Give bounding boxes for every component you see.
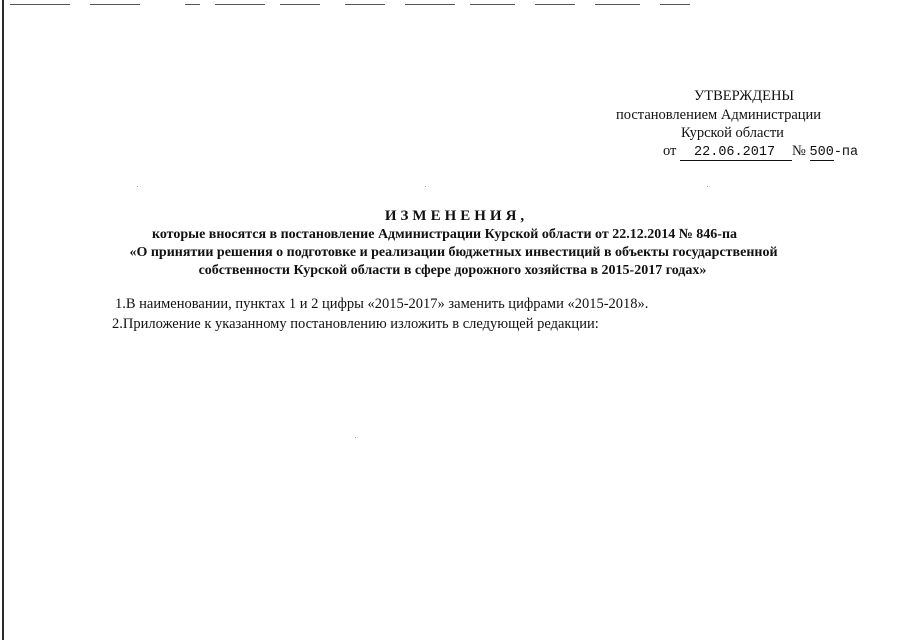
approval-region-line: Курской области xyxy=(681,125,784,141)
approval-date-prefix: от xyxy=(663,143,677,159)
approval-date: 22.06.2017 xyxy=(680,146,792,161)
paragraph-1: 1.В наименовании, пунктах 1 и 2 цифры «2015-2017» заменить цифрами «2015-2018». xyxy=(115,296,649,312)
document-subtitle-line-1: которые вносятся в постановление Администрации Курской области от 22.12.2014 № 846-па xyxy=(151,227,738,242)
document-subtitle-line-3: собственности Курской области в сфере дорожного хозяйства в 2015-2017 годах» xyxy=(198,263,707,278)
scan-top-mark xyxy=(660,4,690,5)
scan-top-mark xyxy=(280,4,320,5)
scan-top-mark xyxy=(185,4,200,5)
approval-date-row xyxy=(663,144,858,161)
approval-number-suffix: -па xyxy=(833,145,859,160)
scan-top-mark xyxy=(215,4,265,5)
scan-top-mark xyxy=(595,4,640,5)
scan-speck xyxy=(707,186,708,187)
scan-top-mark xyxy=(90,4,140,5)
scan-speck xyxy=(425,186,426,187)
scan-speck xyxy=(137,186,138,187)
document-title: ИЗМЕНЕНИЯ, xyxy=(384,208,529,224)
scan-top-mark xyxy=(405,4,455,5)
scan-top-mark xyxy=(10,4,70,5)
scan-top-mark xyxy=(470,4,515,5)
approval-issuer-line: постановлением Администрации xyxy=(616,107,822,123)
approval-title: УТВЕРЖДЕНЫ xyxy=(694,88,795,104)
scan-left-edge xyxy=(2,0,4,640)
scan-speck xyxy=(355,437,356,438)
scan-top-mark xyxy=(535,4,575,5)
document-subtitle-line-2: «О принятии решения о подготовке и реализации бюджетных инвестиций в объекты государственной xyxy=(129,245,778,260)
scan-top-mark xyxy=(345,4,385,5)
approval-number-label: № xyxy=(792,143,806,159)
paragraph-2: 2.Приложение к указанному постановлению изложить в следующей редакции: xyxy=(112,316,599,332)
approval-number: 500 xyxy=(809,145,834,160)
